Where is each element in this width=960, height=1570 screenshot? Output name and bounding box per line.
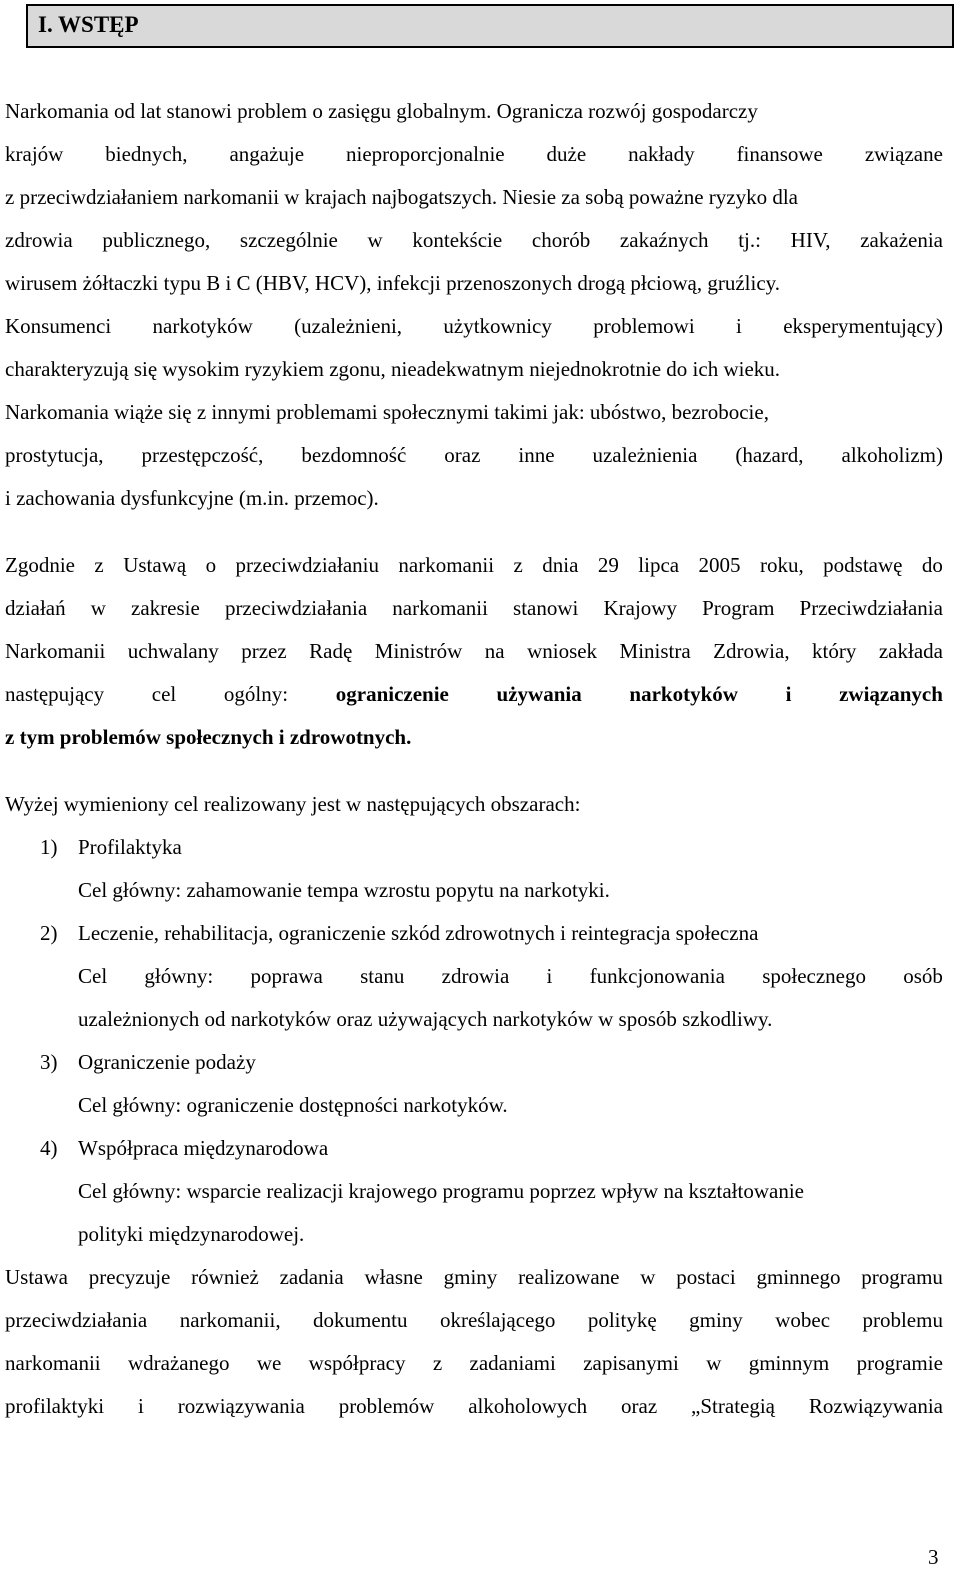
word: rozwiązywania — [177, 1394, 305, 1418]
word: problemowi — [593, 314, 695, 338]
bold-word: narkotyków — [629, 682, 738, 706]
word: inne — [518, 443, 555, 467]
word: zakłada — [878, 639, 943, 663]
word: (uzależnieni, — [294, 314, 403, 338]
word: gminy — [689, 1308, 743, 1332]
word: lipca — [638, 553, 680, 577]
section-heading: I. WSTĘP — [38, 12, 139, 37]
bold-word: ograniczenie — [335, 682, 449, 706]
word: Przeciwdziałania — [799, 596, 943, 620]
paragraph-1-line: wirusem żółtaczki typu B i C (HBV, HCV), infekcji przenoszonych drogą płciową, gruźlicy. — [5, 271, 781, 295]
word: Krajowy — [603, 596, 677, 620]
word: na — [484, 639, 505, 663]
word: w — [706, 1351, 722, 1375]
word: i — [736, 314, 742, 338]
word: narkomanii, — [179, 1308, 281, 1332]
word: profilaktyki — [5, 1394, 105, 1418]
word: przeciwdziałania — [224, 596, 368, 620]
paragraph-1-line — [5, 442, 943, 468]
word: (hazard, — [735, 443, 804, 467]
word: eksperymentujący) — [783, 314, 943, 338]
word: publicznego, — [102, 228, 211, 252]
area-number: 2) — [40, 921, 58, 945]
word: w — [640, 1265, 656, 1289]
area-number: 4) — [40, 1136, 58, 1160]
paragraph-2-line — [5, 552, 943, 578]
bold-word: używania — [496, 682, 582, 706]
paragraph-1-line — [5, 141, 943, 167]
word: dokumentu — [313, 1308, 408, 1332]
word: społecznego — [762, 964, 866, 988]
paragraph-2-goal-line-bold: z tym problemów społecznych i zdrowotnych. — [5, 725, 412, 749]
bold-word: związanych — [839, 682, 943, 706]
word: uzależnienia — [592, 443, 698, 467]
areas-intro: Wyżej wymieniony cel realizowany jest w następujących obszarach: — [5, 792, 581, 816]
area-goal: Cel główny: wsparcie realizacji krajowego programu poprzez wpływ na kształtowanie — [78, 1179, 804, 1203]
word: wobec — [775, 1308, 831, 1332]
word: „Strategią — [691, 1394, 776, 1418]
word: z — [94, 553, 104, 577]
word: Radę — [309, 639, 353, 663]
word: ogólny: — [223, 682, 289, 706]
word: zadaniami — [469, 1351, 556, 1375]
word: działań — [5, 596, 66, 620]
page-number: 3 — [928, 1545, 939, 1569]
word: problemu — [862, 1308, 943, 1332]
paragraph-1-line: Narkomania wiąże się z innymi problemami społecznymi takimi jak: ubóstwo, bezrobocie, — [5, 400, 769, 424]
word: oraz — [621, 1394, 658, 1418]
word: nakłady — [628, 142, 695, 166]
word: wniosek — [527, 639, 598, 663]
area-title: Profilaktyka — [78, 835, 182, 859]
area-goal — [78, 963, 943, 989]
word: chorób — [531, 228, 591, 252]
word: poprawa — [250, 964, 323, 988]
word: krajów — [5, 142, 64, 166]
closing-line — [5, 1307, 943, 1333]
area-title: Leczenie, rehabilitacja, ograniczenie szkód zdrowotnych i reintegracja społeczna — [78, 921, 759, 945]
word: bezdomność — [301, 443, 407, 467]
word: alkoholowych — [468, 1394, 588, 1418]
word: duże — [546, 142, 587, 166]
word: postaci — [676, 1265, 736, 1289]
word: alkoholizm) — [841, 443, 943, 467]
word: oraz — [444, 443, 481, 467]
word: związane — [864, 142, 943, 166]
word: zdrowia — [441, 964, 510, 988]
word: stanowi — [513, 596, 579, 620]
word: stanu — [360, 964, 405, 988]
word: narkomanii — [398, 553, 495, 577]
word: politykę — [587, 1308, 657, 1332]
area-number: 3) — [40, 1050, 58, 1074]
paragraph-2-line — [5, 595, 943, 621]
bold-word: i — [785, 682, 792, 706]
word: Ustawa — [5, 1265, 68, 1289]
word: nieproporcjonalnie — [346, 142, 505, 166]
word: wdrażanego — [128, 1351, 230, 1375]
word: w — [90, 596, 106, 620]
paragraph-2-line — [5, 638, 943, 664]
word: biednych, — [105, 142, 188, 166]
word: Rozwiązywania — [808, 1394, 943, 1418]
word: we — [256, 1351, 282, 1375]
word: szczególnie — [239, 228, 338, 252]
word: określającego — [439, 1308, 556, 1332]
word: narkomanii — [392, 596, 488, 620]
word: własne — [364, 1265, 423, 1289]
word: narkotyków — [152, 314, 253, 338]
paragraph-1-line — [5, 313, 943, 339]
word: finansowe — [736, 142, 823, 166]
word: 29 — [597, 553, 619, 577]
paragraph-1-line — [5, 227, 943, 253]
word: przeciwdziałania — [5, 1308, 148, 1332]
word: kontekście — [412, 228, 503, 252]
word: Ministra — [619, 639, 691, 663]
paragraph-1-line: z przeciwdziałaniem narkomanii w krajach najbogatszych. Niesie za sobą poważne ryzyko dla — [5, 185, 798, 209]
closing-line — [5, 1350, 943, 1376]
word: główny: — [144, 964, 214, 988]
word: osób — [903, 964, 943, 988]
word: precyzuje — [88, 1265, 171, 1289]
area-title: Ograniczenie podaży — [78, 1050, 256, 1074]
word: użytkownicy — [443, 314, 552, 338]
word: i — [546, 964, 553, 988]
word: również — [191, 1265, 259, 1289]
word: współpracy — [308, 1351, 406, 1375]
word: przez — [241, 639, 287, 663]
word: w — [367, 228, 383, 252]
word: gminnym — [748, 1351, 830, 1375]
word: do — [921, 553, 943, 577]
area-goal: polityki międzynarodowej. — [78, 1222, 305, 1246]
word: zapisanymi — [583, 1351, 679, 1375]
word: HIV, — [790, 228, 831, 252]
word: realizowane — [518, 1265, 620, 1289]
word: angażuje — [229, 142, 305, 166]
word: gminy — [443, 1265, 498, 1289]
section-heading-box — [26, 4, 954, 48]
word: problemów — [338, 1394, 435, 1418]
paragraph-1-line: i zachowania dysfunkcyjne (m.in. przemoc). — [5, 486, 379, 510]
area-goal: Cel główny: zahamowanie tempa wzrostu popytu na narkotyki. — [78, 878, 610, 902]
word: zdrowia — [5, 228, 73, 252]
paragraph-2-goal-line — [5, 681, 943, 707]
word: przeciwdziałaniu — [235, 553, 379, 577]
word: Cel — [78, 964, 108, 988]
word: gminnego — [756, 1265, 841, 1289]
word: podstawę — [823, 553, 903, 577]
word: który — [812, 639, 857, 663]
word: 2005 — [698, 553, 741, 577]
word: Konsumenci — [5, 314, 112, 338]
word: zadania — [279, 1265, 344, 1289]
word: zakażenia — [860, 228, 943, 252]
word: i — [138, 1394, 144, 1418]
word: programu — [861, 1265, 943, 1289]
word: Ministrów — [374, 639, 463, 663]
word: o — [205, 553, 217, 577]
paragraph-1-line: Narkomania od lat stanowi problem o zasięgu globalnym. Ogranicza rozwój gospodarczy — [5, 99, 758, 123]
word: Ustawą — [123, 553, 187, 577]
word: zakaźnych — [619, 228, 709, 252]
word: uchwalany — [127, 639, 219, 663]
word: z — [432, 1351, 443, 1375]
word: roku, — [759, 553, 804, 577]
word: Program — [702, 596, 775, 620]
area-number: 1) — [40, 835, 58, 859]
word: funkcjonowania — [589, 964, 725, 988]
word: zakresie — [131, 596, 200, 620]
word: dnia — [542, 553, 579, 577]
word: przestępczość, — [141, 443, 264, 467]
paragraph-1-line: charakteryzują się wysokim ryzykiem zgonu, nieadekwatnym niejednokrotnie do ich wieku. — [5, 357, 781, 381]
closing-line — [5, 1393, 943, 1419]
word: Zgodnie — [5, 553, 75, 577]
area-goal: Cel główny: ograniczenie dostępności narkotyków. — [78, 1093, 508, 1117]
word: cel — [151, 682, 177, 706]
word: programie — [856, 1351, 943, 1375]
word: Narkomanii — [5, 639, 106, 663]
word: następujący — [5, 682, 105, 706]
word: Zdrowia, — [713, 639, 790, 663]
closing-line — [5, 1264, 943, 1290]
word: tj.: — [738, 228, 761, 252]
word: prostytucja, — [5, 443, 104, 467]
area-goal: uzależnionych od narkotyków oraz używających narkotyków w sposób szkodliwy. — [78, 1007, 773, 1031]
word: narkomanii — [5, 1351, 101, 1375]
area-title: Współpraca międzynarodowa — [78, 1136, 329, 1160]
word: z — [513, 553, 523, 577]
